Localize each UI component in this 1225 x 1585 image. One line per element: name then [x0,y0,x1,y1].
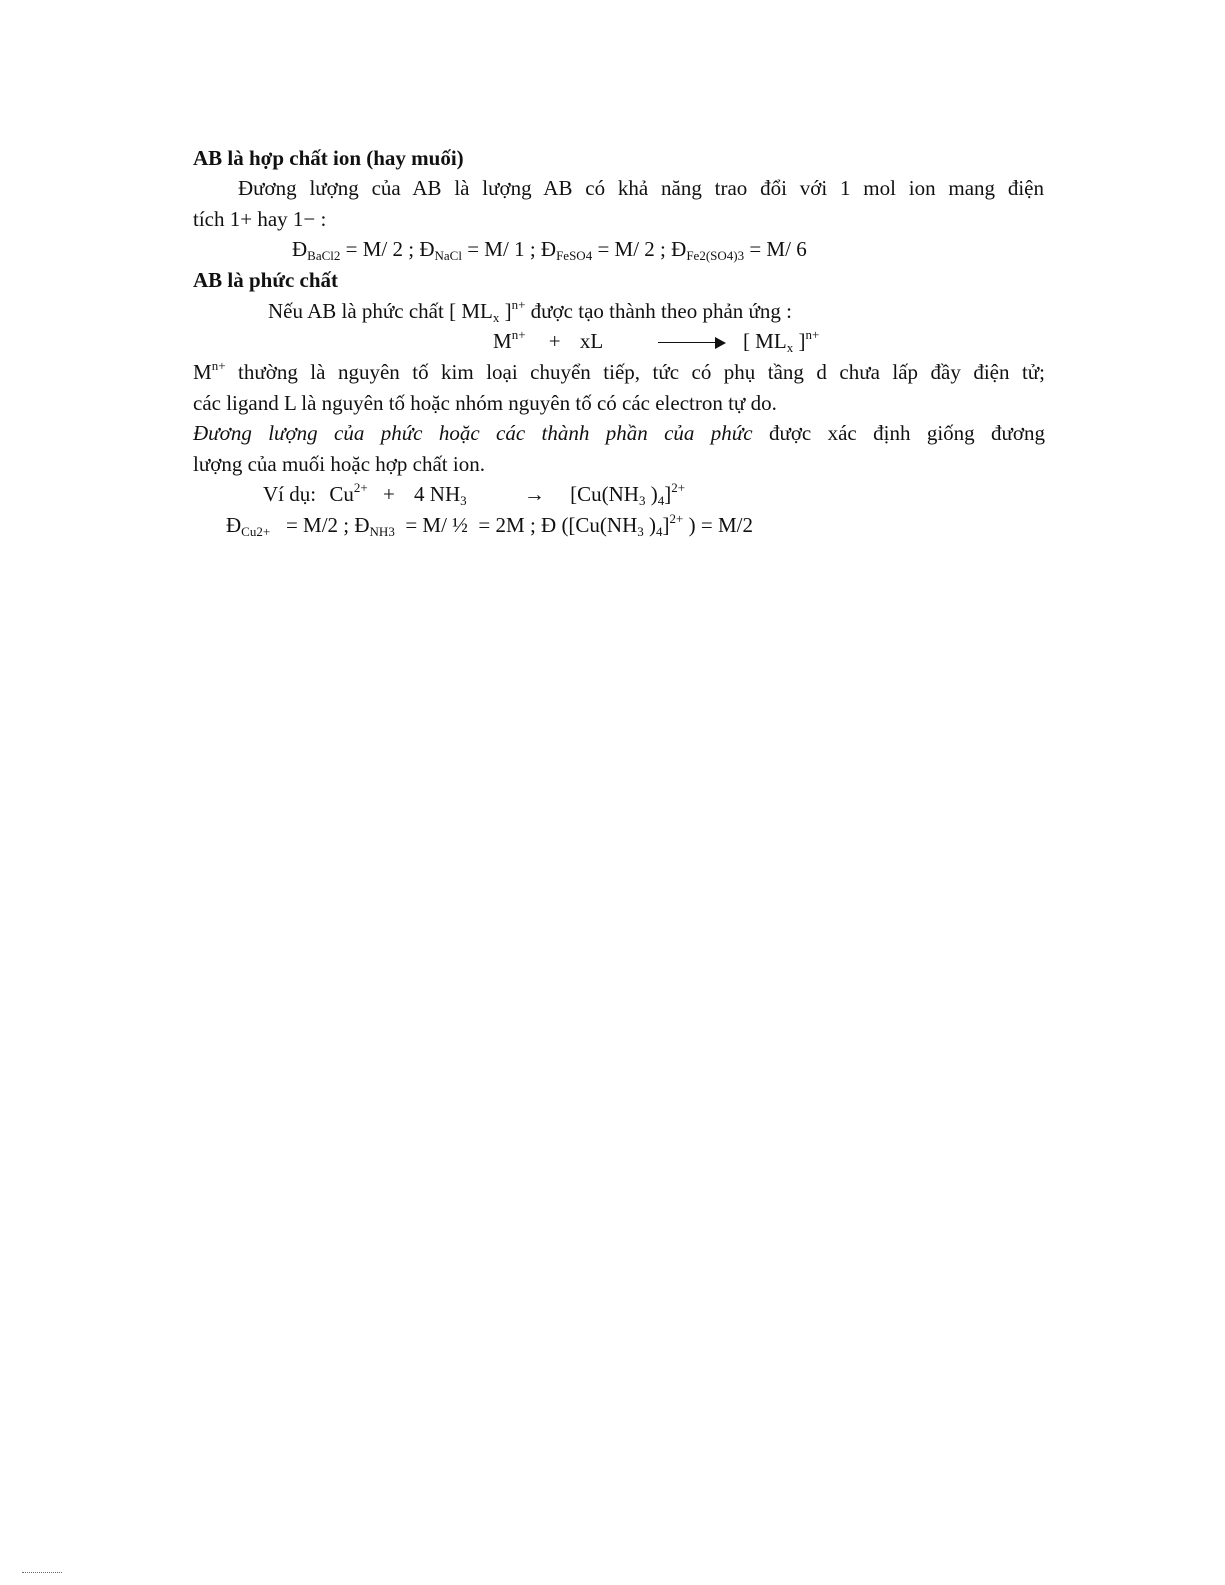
heading-complex-compound: AB là phức chất [193,268,339,292]
heading-ionic-compound: AB là hợp chất ion (hay muối) [193,146,464,170]
formula-equivalents-salts: $Đ_{BaCl2} = M/$ 2 ; $Đ_{NaCl} = M/$ 1 ; $Đ_{FeSO4} = M/$ 2 ; $Đ_{Fe2(SO4)3} = M/$ 6 [292,237,807,263]
paragraph-transition-metal: $M^{n+}$ thường là nguyên tố kim loại chuyển tiếp, tức có phụ tầng d chưa lấp đầy điện tử; [193,358,1045,384]
example-arrow-icon: → [523,482,545,506]
paragraph-ligand: các ligand L là nguyên tố hoặc nhóm nguyên tố có các electron tự do. [193,391,777,415]
example-equivalents: $Đ_{Cu2+} = M/2$ ; $Đ_{NH3} = M/$ ½ = 2M ; Đ ([$Cu(NH_3$ )$_4]^{2+}$ ) = M/2 [226,511,753,539]
paragraph-complex-intro: Nếu AB là phức chất [ $ML_x$ ]$^{n+}$ được tạo thành theo phản ứng : [268,297,792,325]
paragraph-equivalent-line2: tích 1+ hay 1− : [193,207,327,231]
example-reaction: Ví dụ: $Cu^{2+} + 4$ $NH_3 \to [Cu(NH_3$ )$_4]^{2+}$ [263,480,686,508]
paragraph-equivalent-line1: Đương lượng của AB là lượng AB có khả năng trao đổi với 1 mol ion mang điện [238,176,1044,200]
page-corner-mark [22,1572,62,1577]
paragraph-complex-equivalent-end: lượng của muối hoặc hợp chất ion. [193,452,485,476]
reaction-arrow-icon [658,336,726,350]
paragraph-complex-equivalent: Đương lượng của phức hoặc các thành phần của phức được xác định giống đương [193,421,1045,445]
reaction-complex-formation: $M^{n+}$ + xL [ $ML_x$ ]$^{n+}$ [493,327,820,355]
